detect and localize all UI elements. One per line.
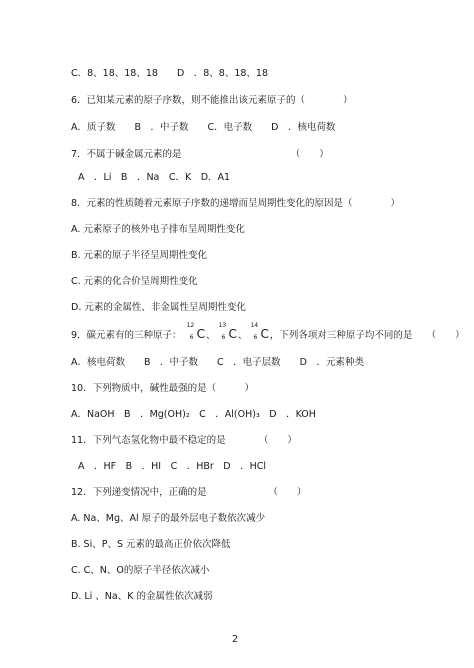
line-q12-option-c: C. C、N、O的原子半径依次减小 [71, 565, 210, 576]
q9-prefix: 9．碳元素有的三种原子： [71, 330, 182, 341]
line-q12-stem: 12．下列递变情况中，正确的是 （ ） [71, 487, 307, 498]
isotope-c12 [186, 322, 205, 342]
isotope-c13-atomic: 6 [221, 334, 226, 341]
q9-sep-1: 、 [205, 330, 216, 341]
isotope-c13-symbol: C [228, 327, 237, 341]
q9-suffix: ，下列各项对三种原子均不同的是 （ ） [269, 330, 465, 341]
line-q8-option-b: B. 元素的原子半径呈周期性变化 [71, 250, 208, 261]
isotope-c14-symbol: C [260, 327, 269, 341]
line-q8-option-c: C. 元素的化合价呈周期性变化 [71, 276, 198, 287]
isotope-c14 [250, 322, 269, 342]
isotope-c12-symbol: C [196, 327, 205, 341]
q9-sep-2: 、 [237, 330, 248, 341]
line-q8-option-a: A. 元素原子的核外电子排布呈周期性变化 [71, 224, 245, 235]
line-q10-stem: 10．下列物质中，碱性最强的是（ ） [71, 383, 255, 394]
line-q6-options: A．质子数 B ．中子数 C．电子数 D ．核电荷数 [71, 122, 336, 133]
line-q8-option-d: D. 元素的金属性、非金属性呈周期性变化 [71, 302, 246, 313]
line-q9-options: A．核电荷数 B ．中子数 C ．电子层数 D ．元素种类 [71, 357, 364, 368]
isotope-c13 [218, 322, 237, 342]
line-q7-options: A ．Li B ．Na C．K D．A1 [78, 172, 231, 183]
isotope-c12-atomic: 6 [189, 334, 194, 341]
isotope-c12-mass: 12 [186, 322, 195, 329]
line-q9-stem [71, 322, 465, 342]
line-q7-stem: 7．不属于碱金属元素的是 （ ） [71, 149, 329, 160]
isotope-c14-atomic: 6 [253, 334, 258, 341]
line-q6-stem: 6．已知某元素的原子序数，则不能推出该元素原子的（ ） [71, 95, 353, 106]
line-q10-options: A．NaOH B ．Mg(OH)₂ C ．Al(OH)₃ D ．KOH [71, 409, 316, 420]
line-q12-option-b: B. Si、P、S 元素的最高正价依次降低 [71, 539, 231, 550]
line-q5-options-cd: C．8、18、18、18 D ．8、8、18、18 [71, 68, 269, 79]
line-q11-stem: 11．下列气态氢化物中最不稳定的是 （ ） [71, 435, 297, 446]
line-q11-options: A ．HF B ．HI C ．HBr D ．HCl [78, 461, 267, 472]
isotope-c13-mass: 13 [218, 322, 227, 329]
isotope-c14-mass: 14 [250, 322, 259, 329]
page-number: 2 [232, 634, 239, 645]
line-q8-stem: 8．元素的性质随着元素原子序数的递增而呈周期性变化的原因是（ ） [71, 198, 401, 209]
line-q12-option-a: A. Na、Mg、Al 原子的最外层电子数依次减少 [71, 513, 266, 524]
line-q12-option-d: D. Li 、Na、K 的金属性依次减弱 [71, 591, 213, 602]
